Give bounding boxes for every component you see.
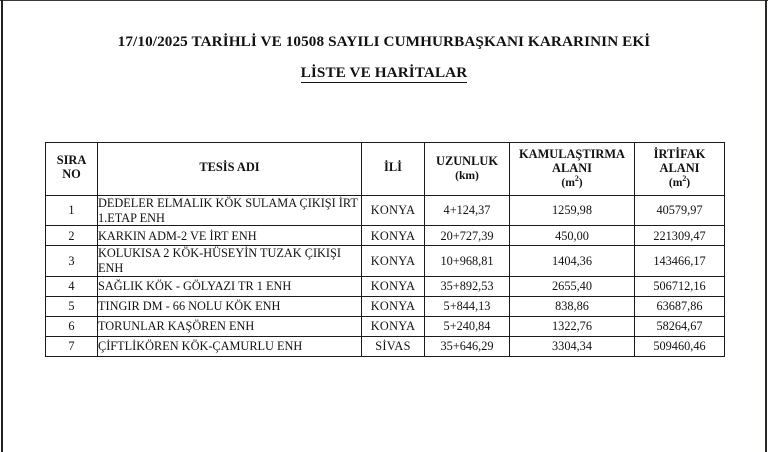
cell-sira-no: 6 [46, 316, 98, 336]
document-heading: 17/10/2025 TARİHLİ VE 10508 SAYILI CUMHURBAŞKANI KARARININ EKİ [117, 33, 651, 50]
cell-tesis-adi: KARKIN ADM-2 VE İRT ENH [98, 226, 362, 246]
column-header-irtifak-line1: İRTİFAK [653, 147, 706, 161]
table-header-row [46, 143, 725, 196]
cell-ili: KONYA [362, 296, 425, 316]
column-header-irtifak-unit [637, 173, 722, 189]
cell-uzunluk: 20+727,39 [425, 226, 510, 246]
cell-ili: KONYA [362, 195, 425, 226]
unit-superscript: 2 [682, 173, 687, 183]
column-header-uzunluk-label: UZUNLUK [436, 153, 498, 168]
column-header-kamulastirma-line1: KAMULAŞTIRMA [518, 147, 625, 161]
table-row [46, 336, 725, 356]
cell-tesis-adi: ÇİFTLİKÖREN KÖK-ÇAMURLU ENH [98, 336, 362, 356]
document-subheading [0, 64, 768, 82]
cell-sira-no: 3 [46, 246, 98, 277]
table-row [46, 195, 725, 226]
column-header-kamulastirma-alani [510, 143, 635, 196]
page-edge-top-artifact [0, 0, 768, 1]
column-header-sira-no-line2: NO [62, 167, 81, 182]
column-header-kamulastirma-line2: ALANI [552, 160, 592, 175]
cell-kamulastirma-alani: 1259,98 [510, 195, 635, 226]
table-body [46, 195, 725, 356]
table-row [46, 316, 725, 336]
cell-irtifak-alani: 506712,16 [635, 276, 725, 296]
column-header-tesis-adi: TESİS ADI [98, 143, 362, 196]
cell-irtifak-alani: 58264,67 [635, 316, 725, 336]
unit-prefix: (m [561, 175, 575, 189]
column-header-uzunluk-unit: (km) [455, 168, 479, 182]
cell-uzunluk: 4+124,37 [425, 195, 510, 226]
facilities-table [45, 142, 725, 357]
cell-kamulastirma-alani: 3304,34 [510, 336, 635, 356]
unit-suffix: ) [578, 175, 583, 189]
cell-sira-no: 4 [46, 276, 98, 296]
cell-ili: KONYA [362, 316, 425, 336]
column-header-uzunluk [425, 143, 510, 196]
cell-kamulastirma-alani: 838,86 [510, 296, 635, 316]
cell-uzunluk: 35+892,53 [425, 276, 510, 296]
cell-tesis-adi: DEDELER ELMALIK KÖK SULAMA ÇIKIŞI İRT 1.ETAP ENH [98, 195, 362, 226]
cell-uzunluk: 5+844,13 [425, 296, 510, 316]
cell-kamulastirma-alani: 1322,76 [510, 316, 635, 336]
cell-tesis-adi: SAĞLIK KÖK - GÖLYAZI TR 1 ENH [98, 276, 362, 296]
listing-table-container [45, 142, 724, 357]
unit-superscript: 2 [574, 173, 579, 183]
cell-tesis-adi: KOLUKISA 2 KÖK-HÜSEYİN TUZAK ÇIKIŞI ENH [98, 246, 362, 277]
cell-sira-no: 7 [46, 336, 98, 356]
table-row [46, 276, 725, 296]
cell-ili: SİVAS [362, 336, 425, 356]
cell-sira-no: 1 [46, 195, 98, 226]
cell-kamulastirma-alani: 2655,40 [510, 276, 635, 296]
column-header-irtifak-line2: ALANI [659, 160, 700, 175]
cell-ili: KONYA [362, 226, 425, 246]
table-row [46, 246, 725, 277]
table-row [46, 226, 725, 246]
cell-tesis-adi: TINGIR DM - 66 NOLU KÖK ENH [98, 296, 362, 316]
cell-irtifak-alani: 509460,46 [635, 336, 725, 356]
column-header-ili: İLİ [362, 143, 425, 196]
cell-kamulastirma-alani: 1404,36 [510, 246, 635, 277]
column-header-sira-no-line1: SIRA [56, 153, 87, 168]
document-subheading-text: LİSTE VE HARİTALAR [300, 64, 468, 81]
cell-irtifak-alani: 40579,97 [635, 195, 725, 226]
cell-tesis-adi: TORUNLAR KAŞÖREN ENH [98, 316, 362, 336]
cell-uzunluk: 35+646,29 [425, 336, 510, 356]
cell-uzunluk: 10+968,81 [425, 246, 510, 277]
cell-irtifak-alani: 143466,17 [635, 246, 725, 277]
cell-sira-no: 2 [46, 226, 98, 246]
cell-kamulastirma-alani: 450,00 [510, 226, 635, 246]
cell-ili: KONYA [362, 276, 425, 296]
table-row [46, 296, 725, 316]
cell-sira-no: 5 [46, 296, 98, 316]
cell-uzunluk: 5+240,84 [425, 316, 510, 336]
unit-prefix: (m [668, 175, 683, 189]
cell-irtifak-alani: 221309,47 [635, 226, 725, 246]
unit-suffix: ) [686, 175, 691, 189]
cell-ili: KONYA [362, 246, 425, 277]
table-header [46, 143, 725, 196]
column-header-sira-no [46, 143, 98, 196]
column-header-irtifak-alani [635, 143, 725, 196]
column-header-kamulastirma-unit [512, 173, 632, 189]
cell-irtifak-alani: 63687,86 [635, 296, 725, 316]
